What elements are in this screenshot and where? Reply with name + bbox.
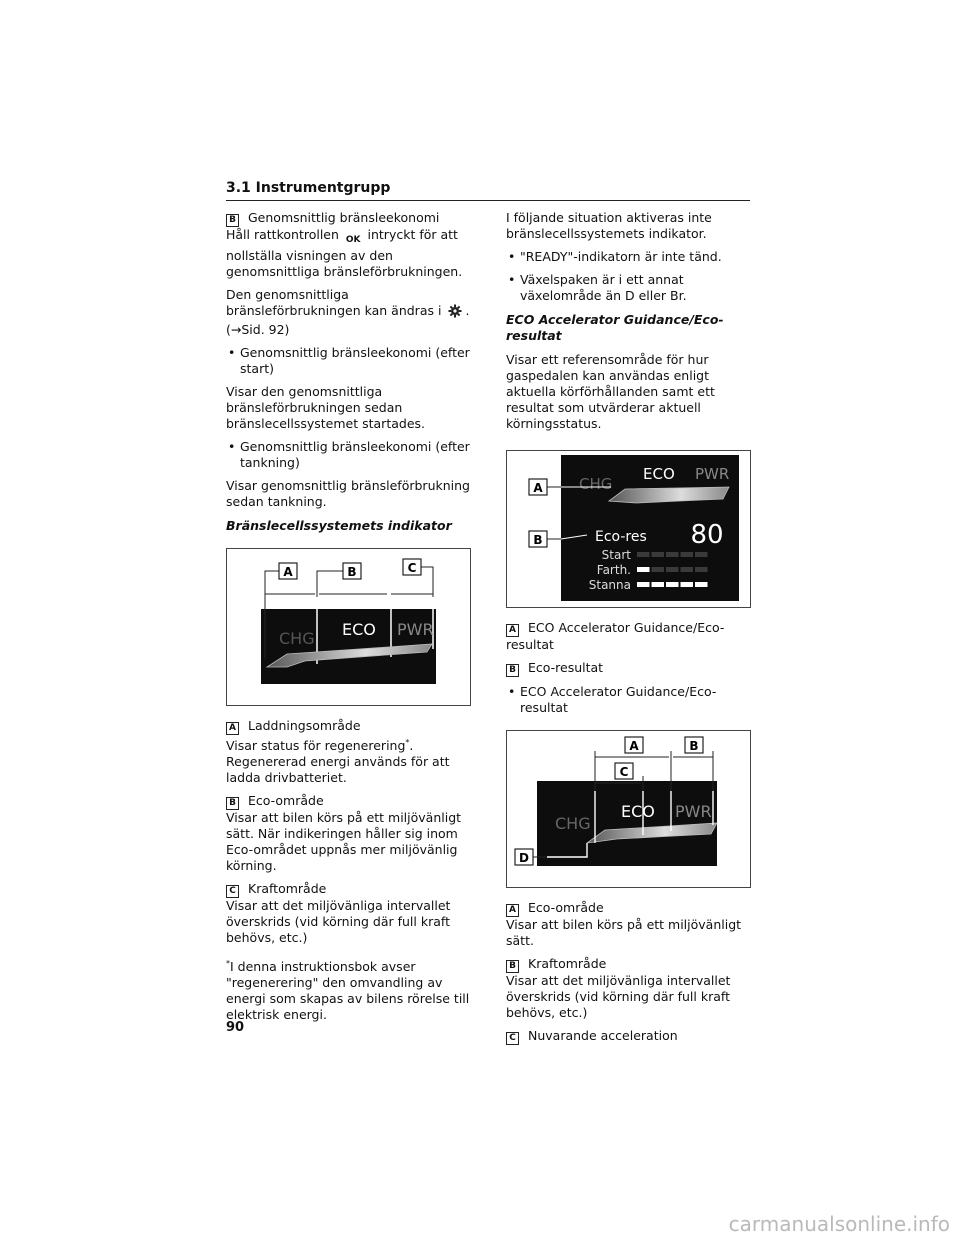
item-a-text: Visar status för regenerering*. Regenererad energi används för att ladda drivbatteriet. bbox=[226, 738, 450, 786]
display-chg: CHG bbox=[555, 814, 591, 833]
bullet-eco-guidance: • ECO Accelerator Guidance/Eco-resultat bbox=[506, 684, 751, 716]
result-bar-segment bbox=[652, 567, 665, 572]
display-pwr: PWR bbox=[397, 620, 434, 639]
result-bar-segment bbox=[695, 552, 708, 557]
result-bar-segment bbox=[681, 552, 694, 557]
result-bar-segment bbox=[695, 582, 708, 587]
item-b2-text: Visar att bilen körs på ett miljövänligt sätt. När indikeringen håller sig inom Eco-området uppnås mer miljövänlig körning. bbox=[226, 810, 462, 874]
letter-a: A bbox=[283, 565, 293, 579]
result-bar-segment bbox=[637, 567, 650, 572]
display-eco: ECO bbox=[621, 802, 655, 821]
result-bar-segment bbox=[681, 567, 694, 572]
subheading-indicator: Bränslecellssystemets indikator bbox=[226, 518, 452, 533]
bullet-after-refuel: • Genomsnittlig bränsleekonomi (efter tankning) bbox=[226, 439, 471, 471]
letter-c: C bbox=[619, 765, 629, 779]
display-farth: Farth. bbox=[596, 563, 631, 577]
result-bar-segment bbox=[666, 552, 679, 557]
display-score: 80 bbox=[690, 520, 724, 550]
item-a2-title: A Eco-område bbox=[506, 900, 751, 917]
result-bar-segment bbox=[637, 582, 650, 587]
result-bar-segment bbox=[652, 582, 665, 587]
section-title: 3.1 Instrumentgrupp bbox=[226, 180, 391, 196]
display-start: Start bbox=[601, 548, 631, 562]
after-start-text: Visar den genomsnittliga bränsleförbrukningen sedan bränslecellssystemet startades. bbox=[226, 384, 425, 431]
result-bar-segment bbox=[637, 552, 650, 557]
letter-b: B bbox=[347, 565, 357, 579]
letter-b: B bbox=[689, 739, 699, 753]
display-eco: ECO bbox=[342, 620, 376, 639]
footnote: *I denna instruktionsbok avser "regenerering" den omvandling av energi som skapas av bilens rörelse till elektrisk energi. bbox=[226, 959, 470, 1023]
bullet-ready: • "READY"-indikatorn är inte tänd. bbox=[506, 249, 751, 265]
eco-result-figure bbox=[506, 450, 751, 608]
right-column bbox=[506, 210, 751, 1052]
item-a2-text: Visar att bilen körs på ett miljövänligt sätt. bbox=[506, 917, 742, 948]
display-stanna: Stanna bbox=[588, 578, 631, 592]
page-number: 90 bbox=[226, 1020, 245, 1035]
letter-b: B bbox=[533, 533, 543, 547]
change-text: Den genomsnittliga bränsleförbrukningen kan ändras i . (→Sid. 92) bbox=[226, 287, 470, 337]
left-column bbox=[226, 210, 471, 1030]
display-pwr: PWR bbox=[695, 465, 730, 483]
item-b-text: Håll rattkontrollen OK intryckt för att nollställa visningen av den genomsnittliga bränsleförbrukningen. bbox=[226, 227, 463, 279]
eco-guidance-figure bbox=[506, 730, 751, 888]
eco-guidance-text: Visar ett referensområde för hur gaspedalen kan användas enligt aktuella körförhållanden samt ett resultat som utvärderar aktuell körningsstatus. bbox=[506, 352, 715, 431]
result-bar-segment bbox=[681, 582, 694, 587]
item-a-title: A Laddningsområde bbox=[226, 718, 471, 735]
indicator-figure bbox=[226, 548, 471, 706]
ok-icon: OK bbox=[345, 235, 361, 245]
badge-b: B bbox=[226, 214, 239, 227]
item-c2-title: C Nuvarande acceleration bbox=[506, 1028, 751, 1045]
item-c-text: Visar att det miljövänliga intervallet överskrids (vid körning där full kraft behövs, etc.) bbox=[226, 898, 451, 946]
item-a-eco-guidance: A ECO Accelerator Guidance/Eco-resultat bbox=[506, 620, 725, 652]
result-bar-segment bbox=[666, 582, 679, 587]
display-chg: CHG bbox=[579, 475, 613, 493]
letter-a: A bbox=[533, 481, 543, 495]
after-refuel-text: Visar genomsnittlig bränsleförbrukning sedan tankning. bbox=[226, 478, 470, 509]
display-chg: CHG bbox=[279, 629, 315, 648]
display-eco-res: Eco-res bbox=[595, 529, 647, 545]
bullet-gear: • Växelspaken är i ett annat växelområde än D eller Br. bbox=[506, 272, 751, 304]
item-b2-title: B Kraftområde bbox=[506, 956, 751, 973]
result-bar-segment bbox=[652, 552, 665, 557]
display-pwr: PWR bbox=[675, 802, 712, 821]
watermark-logo: carmanualsonline.info bbox=[728, 1212, 950, 1236]
item-b2-title: B Eco-område bbox=[226, 793, 471, 810]
page-reference[interactable]: (→Sid. 92) bbox=[226, 322, 290, 337]
letter-c: C bbox=[407, 561, 417, 575]
item-b-title: B Genomsnittlig bränsleekonomi bbox=[226, 210, 471, 227]
bullet-after-start: • Genomsnittlig bränsleekonomi (efter start) bbox=[226, 345, 471, 377]
item-b-eco-result: B Eco-resultat bbox=[506, 660, 751, 677]
item-c-title: C Kraftområde bbox=[226, 881, 471, 898]
section-heading bbox=[226, 180, 750, 201]
item-b2-text: Visar att det miljövänliga intervallet överskrids (vid körning där full kraft behövs, etc.) bbox=[506, 973, 731, 1020]
result-bar-segment bbox=[695, 567, 708, 572]
gear-icon bbox=[448, 304, 462, 322]
subheading-eco-guidance: ECO Accelerator Guidance/Eco-resultat bbox=[506, 312, 724, 343]
intro-text: I följande situation aktiveras inte bränslecellssystemets indikator. bbox=[506, 210, 712, 241]
display-eco: ECO bbox=[643, 465, 675, 483]
result-bar-segment bbox=[666, 567, 679, 572]
letter-a: A bbox=[629, 739, 639, 753]
letter-d: D bbox=[519, 851, 529, 865]
